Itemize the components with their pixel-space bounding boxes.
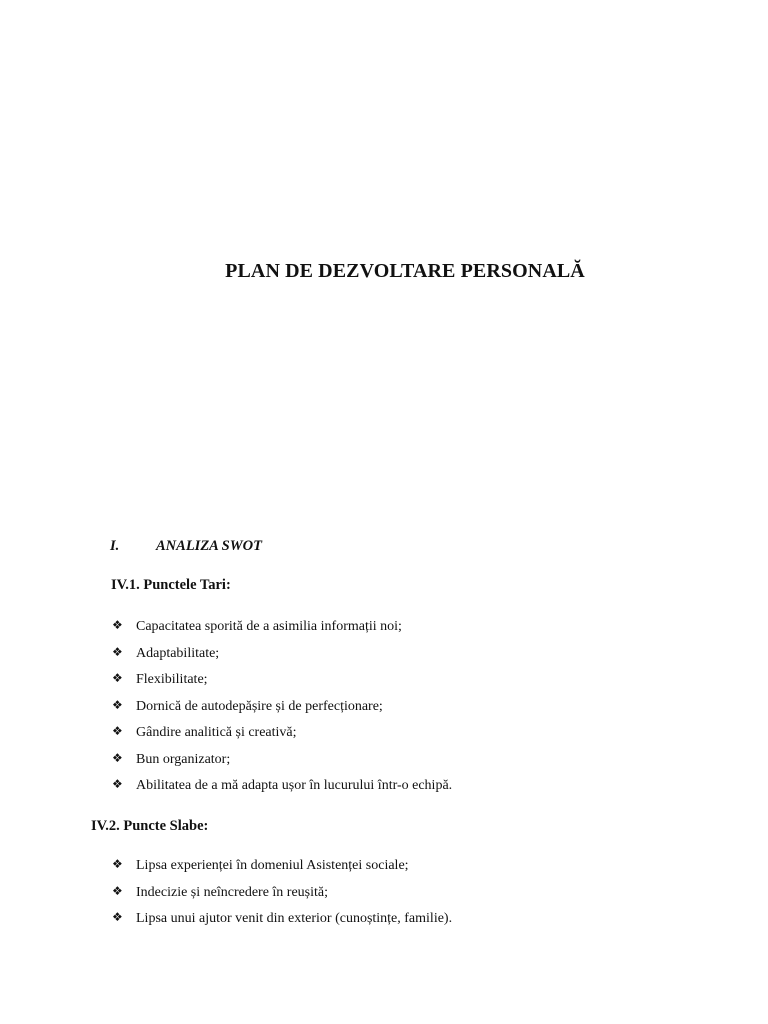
strength-text: Gândire analitică și creativă; [136,725,297,740]
four-diamond-bullet-icon: ❖ [112,750,123,765]
four-diamond-bullet-icon: ❖ [112,724,123,738]
strength-item [112,616,452,643]
strengths-heading: IV.1. Punctele Tari: [111,577,231,593]
four-diamond-bullet-icon: ❖ [112,910,123,924]
weakness-text: Lipsa unui ajutor venit din exterior (cunoștințe, familie). [136,911,453,926]
strength-item [112,722,452,749]
section-title: ANALIZA SWOT [156,538,262,554]
strengths-list [112,616,452,802]
four-diamond-bullet-icon: ❖ [112,671,123,685]
four-diamond-bullet-icon: ❖ [112,777,123,791]
section-heading [110,538,262,555]
strength-text: Abilitatea de a mă adapta ușor în lucurului într-o echipă. [136,778,453,793]
weakness-text: Indecizie și neîncredere în reușită; [136,884,329,900]
strength-text: Bun organizator; [136,751,231,767]
strength-text: Flexibilitate; [136,672,208,687]
strength-text: Adaptabilitate; [136,645,220,661]
strength-text: Dornică de autodepășire și de perfecționare; [136,698,383,714]
strength-item [112,696,452,723]
weakness-item [112,908,452,935]
strength-item [112,775,452,802]
four-diamond-bullet-icon: ❖ [112,644,123,659]
strength-item [112,643,452,670]
weakness-item [112,855,452,882]
four-diamond-bullet-icon: ❖ [112,618,123,632]
four-diamond-bullet-icon: ❖ [112,697,123,712]
weakness-item [112,882,452,909]
strength-text: Capacitatea sporită de a asimilia informații noi; [136,619,402,634]
document-title: PLAN DE DEZVOLTARE PERSONALĂ [225,260,585,282]
strength-item [112,669,452,696]
weaknesses-heading: IV.2. Puncte Slabe: [91,818,209,834]
four-diamond-bullet-icon: ❖ [112,857,123,871]
four-diamond-bullet-icon: ❖ [112,883,123,898]
section-number: I. [110,538,120,554]
weaknesses-list [112,855,452,935]
strength-item [112,749,452,776]
weakness-text: Lipsa experienței în domeniul Asistenței sociale; [136,858,409,873]
